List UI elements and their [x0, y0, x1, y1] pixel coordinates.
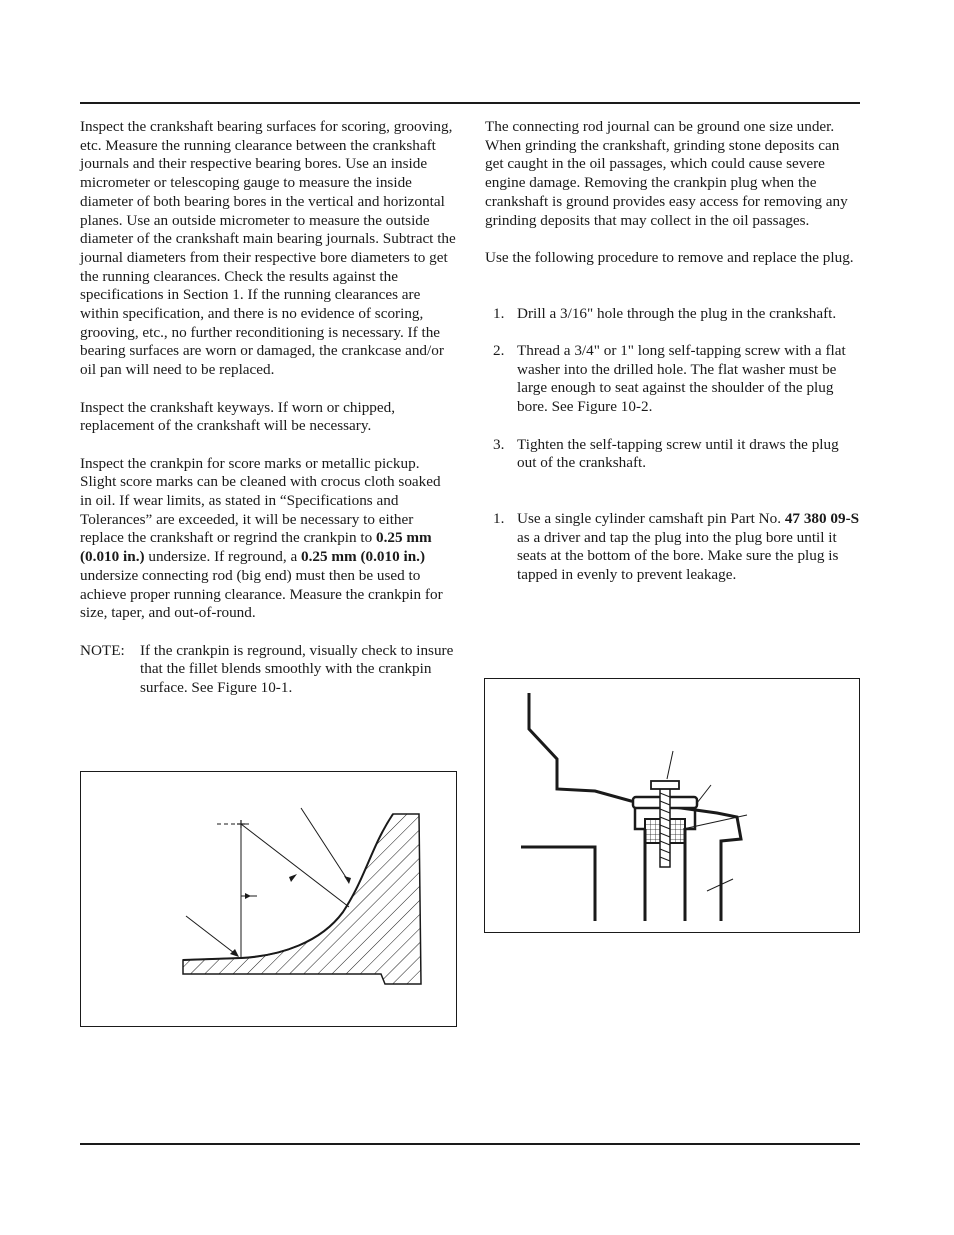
part-number: 47 380 09-S [784, 509, 860, 527]
note-label: NOTE: [80, 641, 125, 659]
crankshaft-bearing-paragraph: Inspect the crankshaft bearing surfaces for scoring, grooving, etc. Measure the running clearance between the crankshaft journals and their respective bearing bores. Use an inside micrometer or telescoping gauge to measure the inside diameter of both bearing bores in the vertical and horizontal planes. Use an outside micrometer to measure the outside diameter of the crankshaft main bearing journals. Subtract the journal diameters from their respective bore diameters to get the running clearances. Check the results against the specifications in Section 1. If the running clearances are within specification, and there is no evidence of scoring, grooving, etc., no further reconditioning is necessary. If the bearing surfaces are worn or damaged, the crankcase and/or oil pan will need to be replaced. [80, 118, 456, 379]
right-column [485, 118, 861, 585]
keyways-paragraph: Inspect the crankshaft keyways. If worn or chipped, replacement of the crankshaft will be necessary. [80, 398, 396, 435]
figure-plug-removal [484, 678, 860, 933]
fillet-diagram [81, 772, 455, 1025]
procedure-intro: Use the following procedure to remove and replace the plug. [485, 248, 854, 266]
removal-steps [485, 305, 861, 473]
top-rule [80, 102, 860, 104]
install-step: 1. Use a single cylinder camshaft pin Part No. 47 380 09-S as a driver and tap the plug into the plug bore until it seats at the bottom of the bore. Make sure the plug is tapped in evenly to prevent leakage. [493, 509, 860, 584]
removal-step: 1. Drill a 3/16" hole through the plug in the crankshaft. [493, 304, 837, 322]
note [80, 642, 456, 698]
left-column [80, 118, 456, 698]
note-text: If the crankpin is reground, visually check to insure that the fillet blends smoothly with the crankpin surface. See Figure 10-1. [140, 641, 454, 697]
journal-grinding-paragraph: The connecting rod journal can be ground one size under. When grinding the crankshaft, grinding stone deposits can get caught in the oil passages, which could cause severe engine damage. Removing the crankpin plug when the crankshaft is ground provides easy access for removing any grinding deposits that may collect in the oil passages. [485, 118, 848, 229]
radius-line [241, 824, 349, 907]
install-steps [485, 510, 861, 585]
leader-washer [697, 785, 711, 803]
crank-web [521, 847, 595, 921]
leader-screw [667, 751, 673, 779]
leader-fillet [301, 808, 349, 882]
crankpin-paragraph: Inspect the crankpin for score marks or metallic pickup. Slight score marks can be cleaned with crocus cloth soaked in oil. If wear limits, as stated in “Specifications and Tolerances” are exceeded, it will be necessary to either replace the crankshaft or regrind the crankpin to 0.25 mm (0.010 in.) undersize. If reground, a 0.25 mm (0.010 in.) undersize connecting rod (big end) must then be used to achieve proper running clearance. Measure the crankpin for size, taper, and out-of-round. [80, 454, 443, 622]
figure-fillet [80, 771, 457, 1027]
bottom-rule [80, 1143, 860, 1145]
plug-diagram [485, 679, 858, 931]
removal-step: 3. Tighten the self-tapping screw until it draws the plug out of the crankshaft. [493, 435, 839, 472]
rod-undersize-value: 0.25 mm (0.010 in.) [301, 548, 426, 566]
leader-journal [186, 916, 238, 956]
undersize-value: 0.25 mm (0.010 in.) [80, 529, 432, 566]
removal-step: 2. Thread a 3/4" or 1" long self-tapping screw with a flat washer into the drilled hole. The flat washer must be large enough to seat against the shoulder of the plug bore. See Figure 10-2. [493, 342, 846, 416]
